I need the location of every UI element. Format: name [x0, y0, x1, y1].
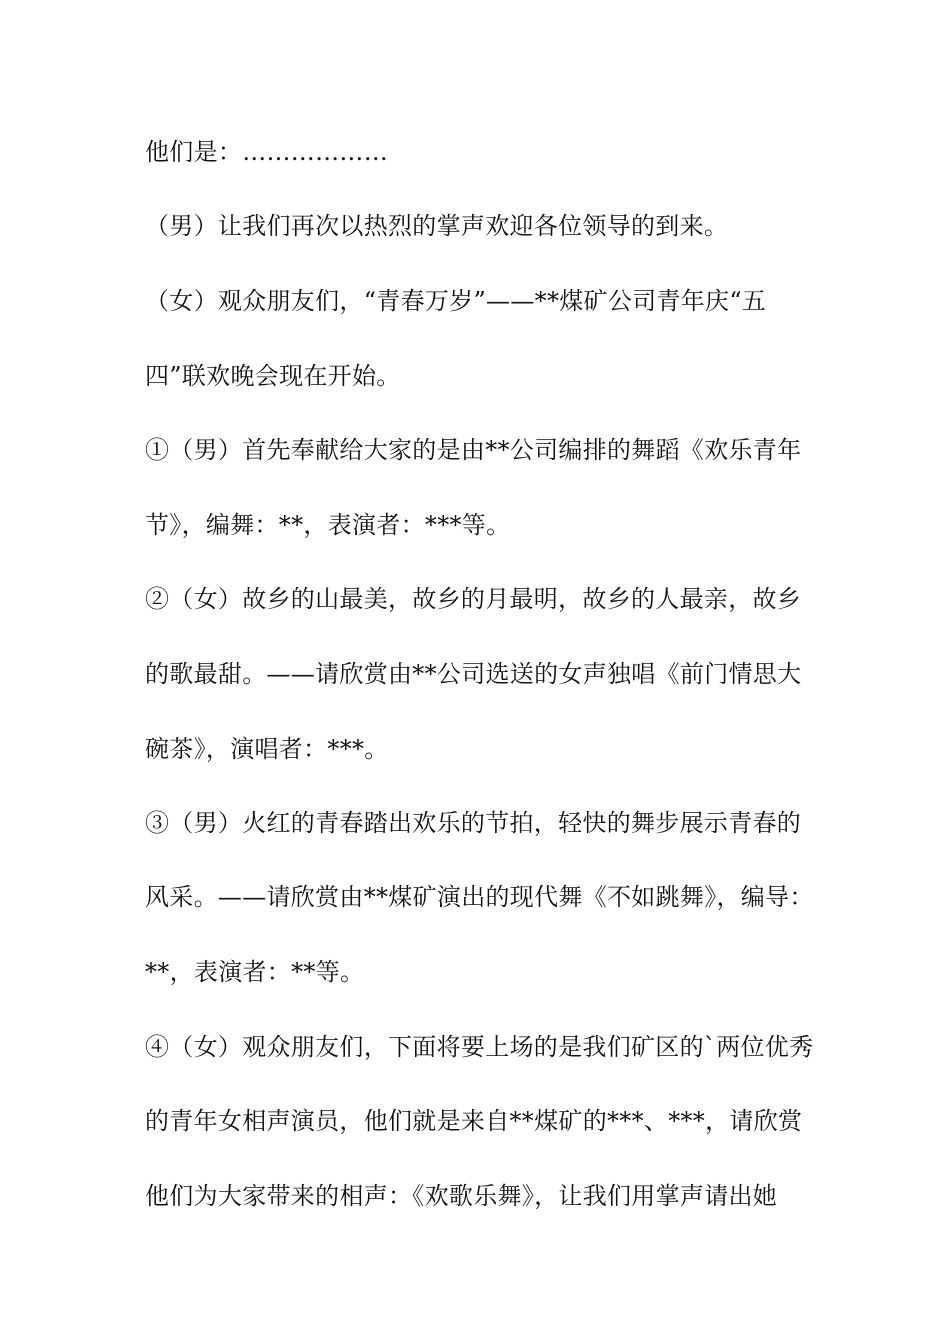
text-line: 四”联欢晚会现在开始。 [145, 362, 401, 390]
text-line: ①（男）首先奉献给大家的是由**公司编排的舞蹈《欢乐青年 [145, 436, 802, 464]
text-line: 节》，编舞：**，表演者：***等。 [145, 511, 511, 539]
text-line: 的青年女相声演员，他们就是来自**煤矿的***、***，请欣赏 [145, 1107, 803, 1135]
text-line: （男）让我们再次以热烈的掌声欢迎各位领导的到来。 [145, 212, 729, 240]
text-line: ②（女）故乡的山最美，故乡的月最明，故乡的人最亲，故乡 [145, 585, 802, 613]
text-line: 他们为大家带来的相声：《欢歌乐舞》，让我们用掌声请出她 [145, 1182, 778, 1210]
text-line: ④（女）观众朋友们，下面将要上场的是我们矿区的`两位优秀 [145, 1033, 814, 1061]
text-line: （女）观众朋友们，“青春万岁”——**煤矿公司青年庆“五 [145, 287, 767, 315]
text-line: 的歌最甜。——请欣赏由**公司选送的女声独唱《前门情思大 [145, 660, 802, 688]
text-line: 碗茶》，演唱者：***。 [145, 735, 389, 763]
text-line: **，表演者：**等。 [145, 958, 365, 986]
text-line: ③（男）火红的青春踏出欢乐的节拍，轻快的舞步展示青春的 [145, 809, 802, 837]
text-line: 风采。——请欣赏由**煤矿演出的现代舞《不如跳舞》，编导： [145, 883, 814, 911]
text-line: 他们是：……………… [145, 138, 388, 166]
